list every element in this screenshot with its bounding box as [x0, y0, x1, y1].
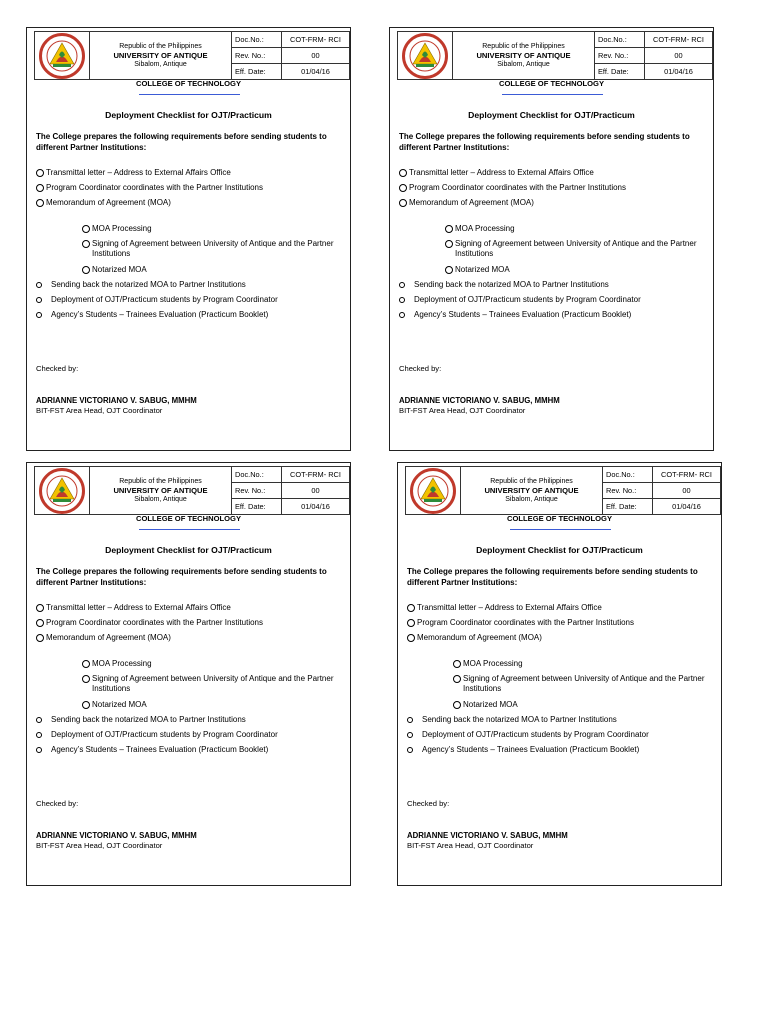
bullet-circle-icon[interactable]	[36, 732, 42, 738]
checklist-sub-item[interactable]	[445, 224, 707, 234]
checklist-card	[389, 27, 714, 451]
checklist-item[interactable]	[36, 295, 346, 305]
college-name: COLLEGE OF TECHNOLOGY	[135, 79, 242, 88]
doc-no-label: Doc.No.:	[603, 467, 653, 483]
checklist-item-label: Sending back the notarized MOA to Partner Institutions	[51, 715, 246, 724]
republic-text: Republic of the Philippines	[119, 43, 202, 50]
university-seal-logo	[39, 468, 85, 514]
checklist-sub-item-label: MOA Processing	[463, 659, 523, 668]
radio-circle-icon[interactable]	[82, 675, 90, 683]
eff-date-value: 01/04/16	[653, 498, 721, 514]
document-header-table	[34, 466, 350, 515]
college-underline	[502, 94, 603, 95]
bullet-circle-icon[interactable]	[36, 717, 42, 723]
university-seal-logo	[402, 33, 448, 79]
eff-date-value: 01/04/16	[282, 63, 350, 79]
checklist-item[interactable]	[399, 198, 709, 208]
checklist-item-label: Memorandum of Agreement (MOA)	[417, 633, 542, 642]
checklist-sub-item[interactable]	[82, 239, 344, 259]
checklist-sub-item-label: MOA Processing	[92, 224, 152, 233]
intro-text: The College prepares the following requirements before sending students to different Partner Institutions:	[36, 132, 327, 152]
checked-by-label: Checked by:	[36, 364, 79, 373]
radio-circle-icon[interactable]	[453, 660, 461, 668]
university-name-cell	[453, 32, 595, 80]
checked-by-label: Checked by:	[36, 799, 79, 808]
checklist-item-label: Transmittal letter – Address to External Affairs Office	[409, 168, 594, 177]
rev-no-label: Rev. No.:	[603, 482, 653, 498]
rev-no-label: Rev. No.:	[232, 482, 282, 498]
checklist-item-label: Deployment of OJT/Practicum students by Program Coordinator	[422, 730, 649, 739]
checklist-title: Deployment Checklist for OJT/Practicum	[468, 110, 635, 120]
checklist-item[interactable]	[407, 633, 717, 643]
checklist-sub-item[interactable]	[453, 659, 715, 669]
doc-no-value: COT-FRM- RCI	[282, 467, 350, 483]
bullet-circle-icon[interactable]	[407, 717, 413, 723]
checklist-item-label: Memorandum of Agreement (MOA)	[409, 198, 534, 207]
checklist-sub-item-label: MOA Processing	[455, 224, 515, 233]
checklist-item-label: Memorandum of Agreement (MOA)	[46, 198, 171, 207]
university-location: Sibalom, Antique	[134, 496, 187, 503]
radio-circle-icon[interactable]	[399, 184, 407, 192]
checklist-card	[26, 462, 351, 886]
checklist-item[interactable]	[399, 295, 709, 305]
bullet-circle-icon[interactable]	[36, 282, 42, 288]
checklist-item[interactable]	[407, 715, 717, 725]
university-location: Sibalom, Antique	[497, 61, 550, 68]
signatory-position: BIT-FST Area Head, OJT Coordinator	[36, 841, 163, 850]
radio-circle-icon[interactable]	[407, 634, 415, 642]
document-header-table	[397, 31, 713, 80]
bullet-circle-icon[interactable]	[399, 297, 405, 303]
checklist-item[interactable]	[399, 168, 709, 178]
checklist-item[interactable]	[36, 618, 346, 628]
doc-no-value: COT-FRM- RCI	[282, 32, 350, 48]
bullet-circle-icon[interactable]	[36, 297, 42, 303]
college-name: COLLEGE OF TECHNOLOGY	[498, 79, 605, 88]
checklist-item[interactable]	[399, 280, 709, 290]
college-underline	[510, 529, 611, 530]
checklist-item-label: Sending back the notarized MOA to Partner Institutions	[51, 280, 246, 289]
radio-circle-icon[interactable]	[36, 184, 44, 192]
checklist-item[interactable]	[399, 310, 709, 320]
checklist-item[interactable]	[36, 198, 346, 208]
eff-date-label: Eff. Date:	[232, 63, 282, 79]
radio-circle-icon[interactable]	[445, 240, 453, 248]
checklist-item[interactable]	[36, 183, 346, 193]
doc-no-label: Doc.No.:	[232, 32, 282, 48]
bullet-circle-icon[interactable]	[407, 732, 413, 738]
rev-no-value: 00	[645, 47, 713, 63]
checked-by-label: Checked by:	[399, 364, 442, 373]
checklist-card	[397, 462, 722, 886]
checklist-item-label: Deployment of OJT/Practicum students by Program Coordinator	[414, 295, 641, 304]
bullet-circle-icon[interactable]	[36, 312, 42, 318]
checklist-item[interactable]	[399, 183, 709, 193]
checklist-item-label: Program Coordinator coordinates with the Partner Institutions	[417, 618, 634, 627]
university-location: Sibalom, Antique	[505, 496, 558, 503]
university-seal-logo	[410, 468, 456, 514]
checklist-item[interactable]	[36, 168, 346, 178]
republic-text: Republic of the Philippines	[490, 478, 573, 485]
university-name: UNIVERSITY OF ANTIQUE	[113, 51, 208, 60]
university-logo-cell	[398, 32, 453, 80]
rev-no-label: Rev. No.:	[595, 47, 645, 63]
checklist-item[interactable]	[407, 603, 717, 613]
radio-circle-icon[interactable]	[445, 225, 453, 233]
checklist-sub-item-label: Notarized MOA	[463, 700, 518, 709]
eff-date-label: Eff. Date:	[595, 63, 645, 79]
signatory-position: BIT-FST Area Head, OJT Coordinator	[36, 406, 163, 415]
doc-no-label: Doc.No.:	[232, 467, 282, 483]
checklist-sub-item-label: Notarized MOA	[455, 265, 510, 274]
signatory-position: BIT-FST Area Head, OJT Coordinator	[399, 406, 526, 415]
checklist-item-label: Transmittal letter – Address to External Affairs Office	[417, 603, 602, 612]
radio-circle-icon[interactable]	[445, 266, 453, 274]
checklist-title: Deployment Checklist for OJT/Practicum	[105, 545, 272, 555]
radio-circle-icon[interactable]	[82, 225, 90, 233]
radio-circle-icon[interactable]	[36, 619, 44, 627]
signatory-name: ADRIANNE VICTORIANO V. SABUG, MMHM	[407, 831, 568, 840]
checklist-item[interactable]	[36, 633, 346, 643]
checklist-title: Deployment Checklist for OJT/Practicum	[105, 110, 272, 120]
checklist-item-label: Agency’s Students – Trainees Evaluation (Practicum Booklet)	[51, 745, 269, 754]
checklist-item[interactable]	[36, 730, 346, 740]
university-location: Sibalom, Antique	[134, 61, 187, 68]
eff-date-value: 01/04/16	[645, 63, 713, 79]
radio-circle-icon[interactable]	[36, 634, 44, 642]
checklist-sub-item[interactable]	[453, 700, 715, 710]
checklist-item[interactable]	[407, 745, 717, 755]
checklist-card	[26, 27, 351, 451]
intro-text: The College prepares the following requirements before sending students to different Partner Institutions:	[36, 567, 327, 587]
checklist-sub-item-label: Signing of Agreement between University of Antique and the Partner Institutions	[463, 674, 705, 693]
checklist-item-label: Agency’s Students – Trainees Evaluation (Practicum Booklet)	[422, 745, 640, 754]
checklist-item-label: Sending back the notarized MOA to Partner Institutions	[414, 280, 609, 289]
checklist-item[interactable]	[36, 603, 346, 613]
bullet-circle-icon[interactable]	[36, 747, 42, 753]
university-name: UNIVERSITY OF ANTIQUE	[484, 486, 579, 495]
radio-circle-icon[interactable]	[407, 619, 415, 627]
checklist-sub-item[interactable]	[445, 265, 707, 275]
checklist-item-label: Sending back the notarized MOA to Partner Institutions	[422, 715, 617, 724]
signatory-position: BIT-FST Area Head, OJT Coordinator	[407, 841, 534, 850]
checklist-sub-item-label: Signing of Agreement between University of Antique and the Partner Institutions	[455, 239, 697, 258]
intro-text: The College prepares the following requirements before sending students to different Partner Institutions:	[407, 567, 698, 587]
doc-no-label: Doc.No.:	[595, 32, 645, 48]
checklist-item-label: Deployment of OJT/Practicum students by Program Coordinator	[51, 730, 278, 739]
university-name: UNIVERSITY OF ANTIQUE	[113, 486, 208, 495]
checklist-sub-item[interactable]	[82, 700, 344, 710]
checklist-item[interactable]	[36, 745, 346, 755]
checklist-title: Deployment Checklist for OJT/Practicum	[476, 545, 643, 555]
doc-no-value: COT-FRM- RCI	[653, 467, 721, 483]
document-header-table	[34, 31, 350, 80]
signatory-name: ADRIANNE VICTORIANO V. SABUG, MMHM	[36, 831, 197, 840]
university-name: UNIVERSITY OF ANTIQUE	[476, 51, 571, 60]
eff-date-label: Eff. Date:	[603, 498, 653, 514]
bullet-circle-icon[interactable]	[399, 312, 405, 318]
university-name-cell	[90, 467, 232, 515]
rev-no-value: 00	[653, 482, 721, 498]
checklist-item-label: Program Coordinator coordinates with the Partner Institutions	[46, 618, 263, 627]
radio-circle-icon[interactable]	[399, 169, 407, 177]
checklist-sub-item[interactable]	[82, 674, 344, 694]
university-name-cell	[461, 467, 603, 515]
rev-no-value: 00	[282, 47, 350, 63]
radio-circle-icon[interactable]	[82, 266, 90, 274]
intro-text: The College prepares the following requirements before sending students to different Partner Institutions:	[399, 132, 690, 152]
checklist-item[interactable]	[36, 280, 346, 290]
eff-date-value: 01/04/16	[282, 498, 350, 514]
checklist-item-label: Agency’s Students – Trainees Evaluation (Practicum Booklet)	[51, 310, 269, 319]
checklist-item[interactable]	[36, 715, 346, 725]
checklist-sub-item-label: Notarized MOA	[92, 265, 147, 274]
rev-no-value: 00	[282, 482, 350, 498]
radio-circle-icon[interactable]	[36, 169, 44, 177]
college-underline	[139, 94, 240, 95]
radio-circle-icon[interactable]	[82, 660, 90, 668]
university-seal-logo	[39, 33, 85, 79]
eff-date-label: Eff. Date:	[232, 498, 282, 514]
checked-by-label: Checked by:	[407, 799, 450, 808]
checklist-item[interactable]	[36, 310, 346, 320]
signatory-name: ADRIANNE VICTORIANO V. SABUG, MMHM	[36, 396, 197, 405]
checklist-item-label: Agency’s Students – Trainees Evaluation (Practicum Booklet)	[414, 310, 632, 319]
checklist-sub-item[interactable]	[453, 674, 715, 694]
checklist-item-label: Transmittal letter – Address to External Affairs Office	[46, 603, 231, 612]
checklist-sub-item-label: MOA Processing	[92, 659, 152, 668]
radio-circle-icon[interactable]	[82, 701, 90, 709]
radio-circle-icon[interactable]	[453, 675, 461, 683]
checklist-item-label: Program Coordinator coordinates with the Partner Institutions	[409, 183, 626, 192]
university-name-cell	[90, 32, 232, 80]
checklist-sub-item[interactable]	[82, 265, 344, 275]
checklist-item[interactable]	[407, 618, 717, 628]
checklist-sub-item-label: Notarized MOA	[92, 700, 147, 709]
checklist-sub-item[interactable]	[445, 239, 707, 259]
republic-text: Republic of the Philippines	[482, 43, 565, 50]
university-logo-cell	[35, 467, 90, 515]
rev-no-label: Rev. No.:	[232, 47, 282, 63]
checklist-item-label: Program Coordinator coordinates with the Partner Institutions	[46, 183, 263, 192]
republic-text: Republic of the Philippines	[119, 478, 202, 485]
checklist-item[interactable]	[407, 730, 717, 740]
university-logo-cell	[35, 32, 90, 80]
checklist-sub-item-label: Signing of Agreement between University of Antique and the Partner Institutions	[92, 674, 334, 693]
checklist-sub-item-label: Signing of Agreement between University of Antique and the Partner Institutions	[92, 239, 334, 258]
checklist-sub-item[interactable]	[82, 224, 344, 234]
signatory-name: ADRIANNE VICTORIANO V. SABUG, MMHM	[399, 396, 560, 405]
college-name: COLLEGE OF TECHNOLOGY	[506, 514, 613, 523]
radio-circle-icon[interactable]	[36, 604, 44, 612]
doc-no-value: COT-FRM- RCI	[645, 32, 713, 48]
radio-circle-icon[interactable]	[82, 240, 90, 248]
checklist-item-label: Memorandum of Agreement (MOA)	[46, 633, 171, 642]
college-underline	[139, 529, 240, 530]
bullet-circle-icon[interactable]	[407, 747, 413, 753]
bullet-circle-icon[interactable]	[399, 282, 405, 288]
document-header-table	[405, 466, 721, 515]
university-logo-cell	[406, 467, 461, 515]
checklist-item-label: Deployment of OJT/Practicum students by Program Coordinator	[51, 295, 278, 304]
radio-circle-icon[interactable]	[407, 604, 415, 612]
radio-circle-icon[interactable]	[399, 199, 407, 207]
checklist-sub-item[interactable]	[82, 659, 344, 669]
radio-circle-icon[interactable]	[36, 199, 44, 207]
radio-circle-icon[interactable]	[453, 701, 461, 709]
checklist-item-label: Transmittal letter – Address to External Affairs Office	[46, 168, 231, 177]
college-name: COLLEGE OF TECHNOLOGY	[135, 514, 242, 523]
